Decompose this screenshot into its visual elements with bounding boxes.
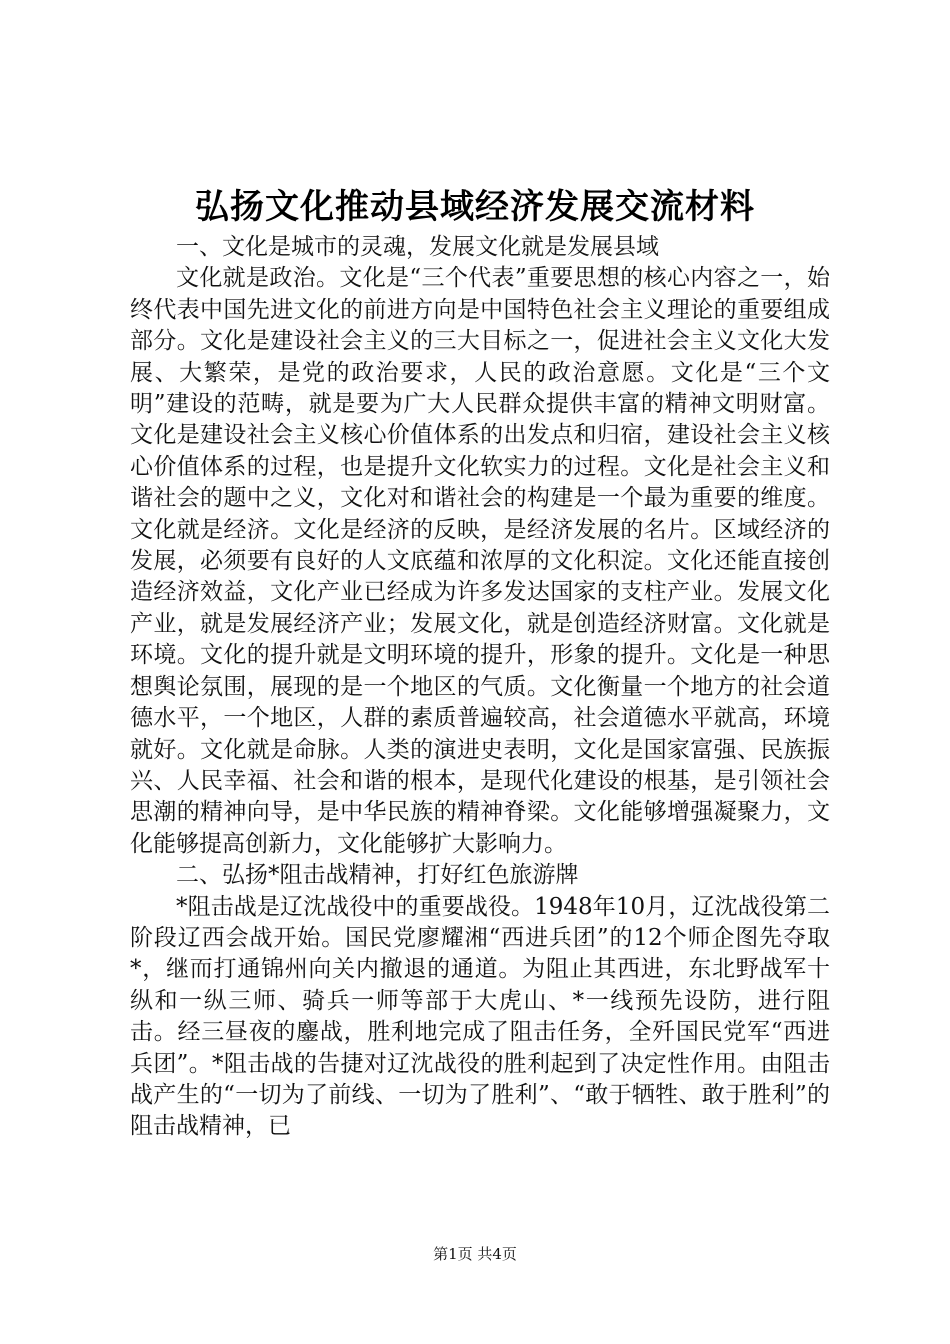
section-heading-1: 一、文化是城市的灵魂，发展文化就是发展县域	[176, 234, 659, 260]
section-heading-2: 二、弘扬*阻击战精神，打好红色旅游牌	[176, 862, 579, 889]
body-paragraph-1: 文化就是政治。文化是“三个代表”重要思想的核心内容之一，始终代表中国先进文化的前进方向是中国特色社会主义理论的重要组成部分。文化是建设社会主义的三大目标之一，促进社会主义文化大发展、大繁荣，是党的政治要求，人民的政治意愿。文化是“三个文明”建设的范畴，就是要为广大人民群众提供丰富的精神文明财富。文化是建设社会主义核心价值体系的出发点和归宿，建设社会主义核心价值体系的过程，也是提升文化软实力的过程。文化是社会主义和谐社会的题中之义，文化对和谐社会的构建是一个最为重要的维度。文化就是经济。文化是经济的反映，是经济发展的名片。区域经济的发展，必须要有良好的人文底蕴和浓厚的文化积淀。文化还能直接创造经济效益，文化产业已经成为许多发达国家的支柱产业。发展文化产业，就是发展经济产业；发展文化，就是创造经济财富。文化就是环境。文化的提升就是文明环境的提升，形象的提升。文化是一种思想舆论氛围，展现的是一个地区的气质。文化衡量一个地方的社会道德水平，一个地区，人群的素质普遍较高，社会道德水平就高，环境就好。文化就是命脉。人类的演进史表明，文化是国家富强、民族振兴、人民幸福、社会和谐的根本，是现代化建设的根基，是引领社会思潮的精神向导，是中华民族的精神脊梁。文化能够增强凝聚力，文化能够提高创新力，文化能够扩大影响力。	[130, 265, 830, 857]
body-paragraph-2: *阻击战是辽沈战役中的重要战役。1948年10月，辽沈战役第二阶段辽西会战开始。国民党廖耀湘“西进兵团”的12个师企图先夺取*，继而打通锦州向关内撤退的通道。为阻止其西进，东北野战军十纵和一纵三师、骑兵一师等部于大虎山、*一线预先设防，进行阻击。经三昼夜的鏖战，胜利地完成了阻击任务，全歼国民党军“西进兵团”。*阻击战的告捷对辽沈战役的胜利起到了决定性作用。由阻击战产生的“一切为了前线、一切为了胜利”、“敢于牺牲、敢于胜利”的阻击战精神，已	[130, 893, 830, 1140]
document-body	[130, 232, 830, 1143]
document-title: 弘扬文化推动县域经济发展交流材料	[195, 187, 755, 227]
page-number-footer: 第1页 共4页	[433, 1245, 517, 1263]
